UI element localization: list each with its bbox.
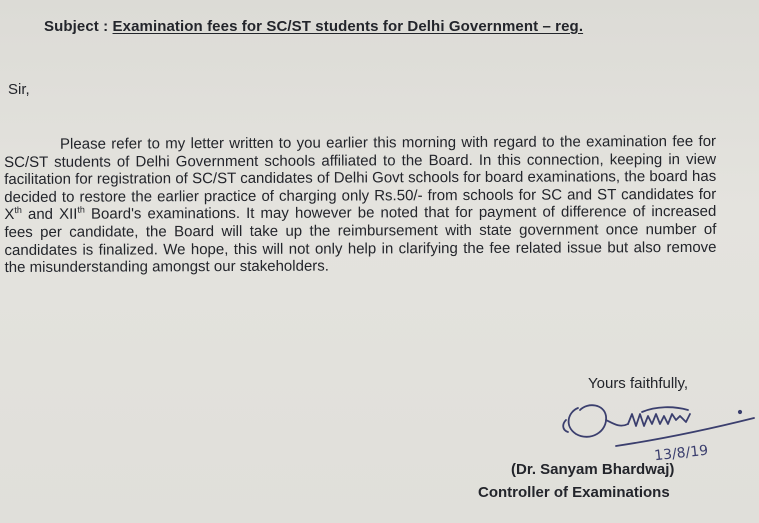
subject-line: [44, 18, 583, 35]
signature-date: 13/8/19: [653, 442, 709, 465]
body-part-2: and XII: [21, 206, 78, 224]
signer-name: (Dr. Sanyam Bhardwaj): [511, 461, 675, 478]
body-part-1: Please refer to my letter written to you earlier this morning with regard to the examination fee for SC/ST students of Delhi Government schools affiliated to the Board. In this connection, keeping in view facilitation for registration of SC/ST candidates of Delhi Govt schools for board examinations, the board has decided to restore the earlier practice of charging only Rs.50/- from schools for SC and ST candidates for X: [4, 132, 717, 224]
body-part-3: Board's examinations. It may however be noted that for payment of difference of increased fees per candidate, the Board will take up the reimbursement with state government once number of candidates is finalized. We hope, this will not only help in clarifying the fee related issue but also remove the misunderstanding amongst our stakeholders.: [4, 203, 717, 277]
superscript-th-1: th: [14, 205, 22, 216]
superscript-th-2: th: [77, 205, 85, 216]
signer-title: Controller of Examinations: [478, 484, 670, 501]
subject-label: Subject :: [44, 18, 109, 35]
letter-body: [4, 133, 717, 277]
handwritten-signature: [556, 390, 756, 465]
salutation: Sir,: [8, 81, 30, 98]
subject-text: Examination fees for SC/ST students for Delhi Government – reg.: [112, 18, 584, 35]
closing: Yours faithfully,: [588, 375, 689, 392]
